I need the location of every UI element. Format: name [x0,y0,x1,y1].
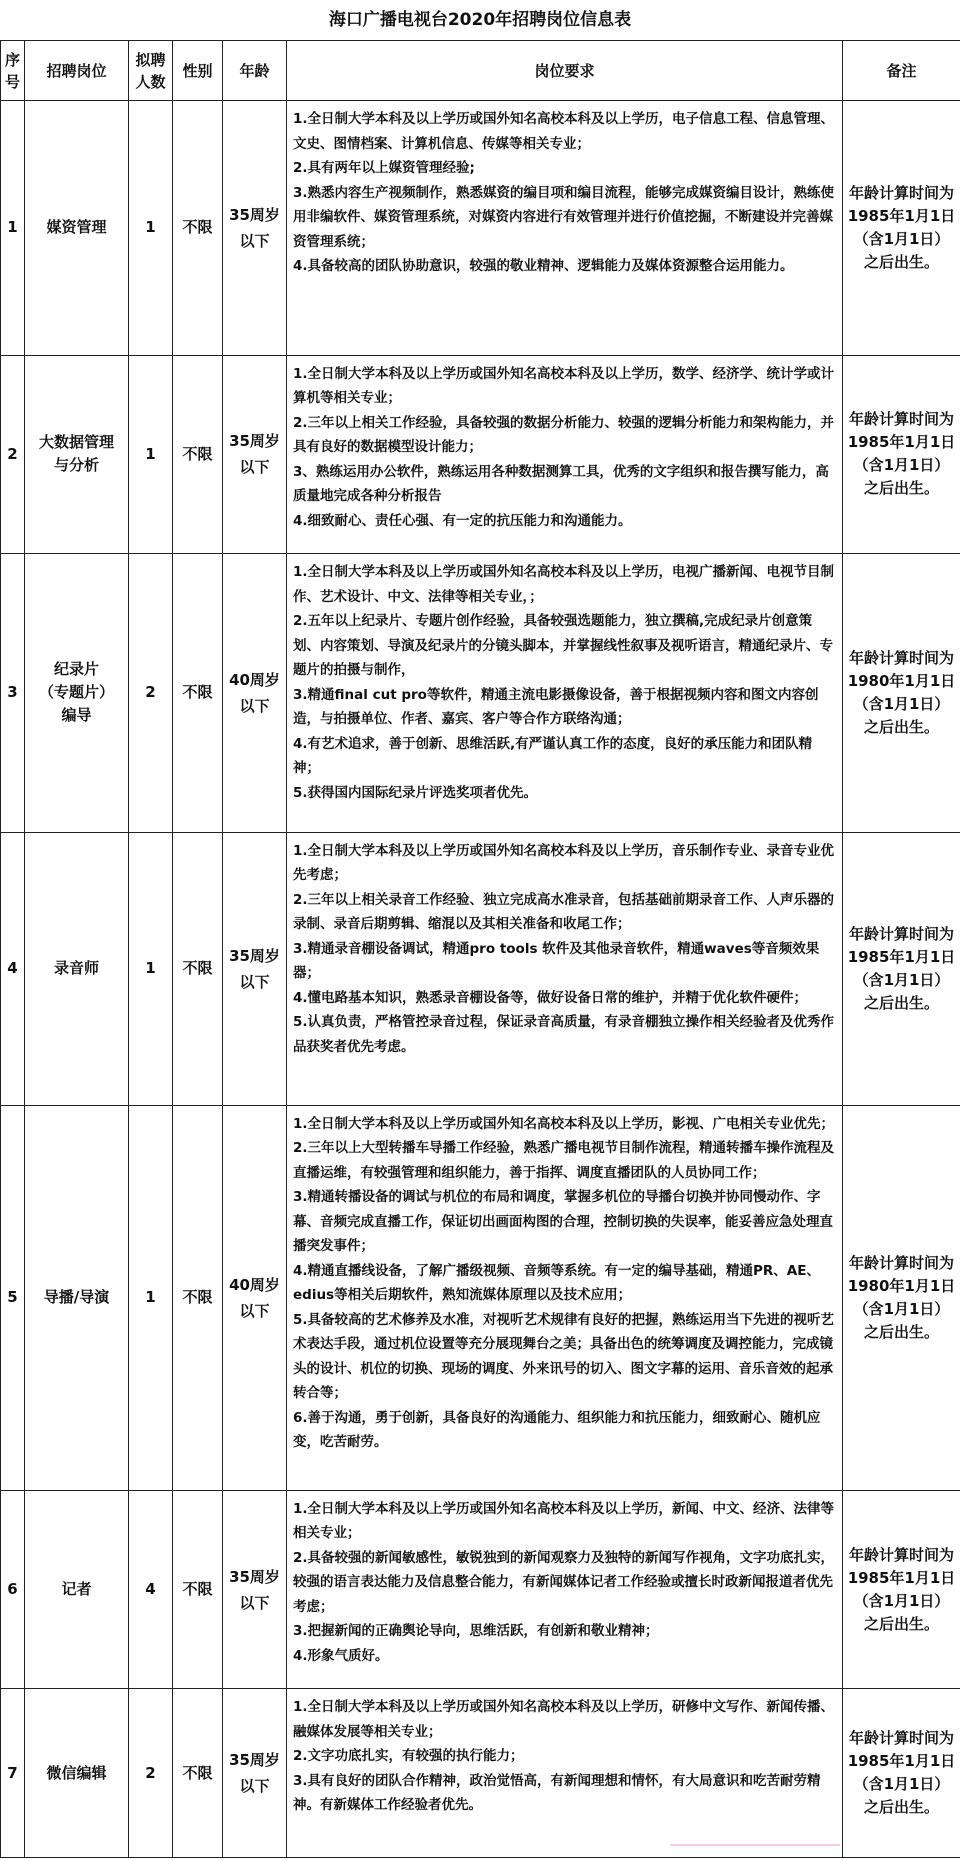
note-line: （含1月1日） [853,456,950,475]
row-gender: 不限 [173,355,223,554]
note-line: 之后出生。 [863,993,939,1012]
row-index: 3 [1,554,25,833]
requirement-item: 2.五年以上纪录片、专题片创作经验，具备较强选题能力，独立撰稿,完成纪录片创意策划、内容策划、导演及纪录片的分镜头脚本，并掌握线性叙事及视听语言，精通纪录片、专题片的拍摄与制作， [293,613,833,679]
requirement-item: 2.三年以上大型转播车导播工作经验，熟悉广播电视节目制作流程，精通转播车操作流程及直播运维，有较强管理和组织能力，善于指挥、调度直播团队的人员协同工作； [293,1140,835,1181]
row-position [25,554,129,833]
note-line: 年龄计算时间为 [848,1545,954,1564]
position-line: 媒资管理 [46,218,107,237]
age-line: 40周岁 [229,1275,280,1294]
requirement-item: 3.具有良好的团队合作精神，政治觉悟高，有新闻理想和情怀，有大局意识和吃苦耐劳精神。有新媒体工作经验者优先。 [293,1772,821,1814]
row-index: 6 [1,1490,25,1689]
note-line: （含1月1日） [853,229,950,248]
note-line: 年龄计算时间为 [848,924,954,943]
age-line: 35周岁 [229,1751,280,1770]
header-index: 序 号 [1,41,25,101]
requirement-item: 5.具备较高的艺术修养及水准，对视听艺术规律有良好的把握，熟练运用当下先进的视听艺术表达手段，通过机位设置等充分展现舞台之美；具备出色的统筹调度及调控能力，完成镜头的设计、机位的切换、现场的调度、外来讯号的切入、图文字幕的运用、音乐音效的起承转合等； [293,1311,835,1402]
age-line: 以下 [239,696,270,715]
requirement-item: 2.具备较强的新闻敏感性，敏锐独到的新闻观察力及独特的新闻写作视角，文字功底扎实，较强的语言表达能力及信息整合能力，有新闻媒体记者工作经验或擅长时政新闻报道者优先考虑； [293,1549,835,1615]
age-line: 35周岁 [229,946,280,965]
row-requirements [287,1490,843,1689]
requirement-item: 1.全日制大学本科及以上学历或国外知名高校本科及以上学历，影视、广电相关专业优先； [293,1115,835,1132]
row-note [843,355,960,554]
recruitment-table [0,40,960,1858]
position-line: （专题片） [38,683,114,702]
note-line: 年龄计算时间为 [848,1729,954,1748]
age-line: 以下 [239,458,270,477]
header-gender: 性别 [173,41,223,101]
row-age [223,1490,287,1689]
requirement-item: 3.精通转播设备的调试与机位的布局和调度，掌握多机位的导播台切换并协同慢动作、字幕、音频完成直播工作，保证切出画面构图的合理，控制切换的失误率，能妥善应急处理直播突发事件； [293,1189,833,1255]
requirement-item: 4.细致耐心、责任心强、有一定的抗压能力和沟通能力。 [293,512,632,529]
requirement-item: 4.具备较高的团队协助意识，较强的敬业精神、逻辑能力及媒体资源整合运用能力。 [293,258,794,274]
table-row [1,554,960,833]
requirement-item: 3.精通final cut pro等软件，精通主流电影摄像设备，善于根据视频内容和图文内容创造，与拍摄单位、作者、嘉宾、客户等合作方联络沟通； [293,686,819,728]
note-line: 1980年1月1日 [847,1276,956,1295]
row-note [843,1689,960,1858]
note-line: 之后出生。 [863,252,939,271]
row-count: 1 [129,101,173,356]
row-requirements [287,554,843,833]
row-requirements [287,1689,843,1858]
age-line: 40周岁 [229,670,280,689]
age-line: 以下 [239,231,270,250]
row-gender: 不限 [173,1689,223,1858]
requirement-item: 1.全日制大学本科及以上学历或国外知名高校本科及以上学历，电视广播新闻、电视节目制作、艺术设计、中文、法律等相关专业，； [293,564,835,605]
row-position [25,1490,129,1689]
position-line: 记者 [61,1580,92,1599]
table-row [1,1689,960,1858]
row-position [25,101,129,356]
note-line: 1980年1月1日 [847,671,956,690]
header-position: 招聘岗位 [25,41,129,101]
row-note [843,1490,960,1689]
requirement-item: 5.获得国内国际纪录片评选奖项者优先。 [293,784,538,801]
position-line: 录音师 [53,959,99,978]
row-index: 2 [1,355,25,554]
header-row [1,41,960,101]
age-line: 以下 [239,972,270,991]
row-position [25,1105,129,1490]
age-line: 以下 [239,1777,270,1796]
row-index: 7 [1,1689,25,1858]
row-requirements [287,355,843,554]
requirement-item: 2.文字功底扎实，有较强的执行能力； [293,1748,524,1765]
age-line: 35周岁 [229,1567,280,1586]
row-note [843,554,960,833]
requirement-item: 4.精通直播线设备，了解广播级视频、音频等系统。有一定的编导基础，精通PR、AE、edius等相关后期软件，熟知流媒体原理以及技术应用； [293,1262,820,1304]
row-index: 5 [1,1105,25,1490]
requirement-item: 4.懂电路基本知识，熟悉录音棚设备等，做好设备日常的维护，并精于优化软件硬件； [293,989,808,1006]
table-row [1,1105,960,1490]
age-line: 以下 [239,1593,270,1612]
requirement-item: 4.有艺术追求，善于创新、思维活跃,有严谨认真工作的态度，良好的承压能力和团队精神； [293,735,813,777]
age-line: 以下 [239,1301,270,1320]
row-count: 4 [129,1490,173,1689]
row-age [223,832,287,1105]
requirement-item: 1.全日制大学本科及以上学历或国外知名高校本科及以上学历，数学、经济学、统计学或计算机等相关专业； [293,365,835,407]
row-age [223,101,287,356]
note-line: 1985年1月1日 [847,1568,956,1587]
requirement-item: 1.全日制大学本科及以上学历或国外知名高校本科及以上学历，新闻、中文、经济、法律等相关专业； [293,1500,835,1542]
requirement-item: 1.全日制大学本科及以上学历或国外知名高校本科及以上学历，研修中文写作、新闻传播、融媒体发展等相关专业； [293,1699,835,1740]
row-age [223,355,287,554]
age-line: 35周岁 [229,432,280,451]
requirement-item: 2.三年以上相关工作经验，具备较强的数据分析能力、较强的逻辑分析能力和架构能力，并具有良好的数据模型设计能力； [293,414,835,456]
row-index: 4 [1,832,25,1105]
position-line: 微信编辑 [46,1763,107,1782]
note-line: （含1月1日） [853,694,950,713]
requirement-item: 3.熟悉内容生产视频制作，熟悉媒资的编目项和编目流程，能够完成媒资编目设计，熟练使用非编软件、媒资管理系统，对媒资内容进行有效管理并进行价值挖掘，不断建设并完善媒资管理系统； [293,184,835,250]
row-note [843,1105,960,1490]
row-requirements [287,101,843,356]
requirement-item: 3.把握新闻的正确舆论导向，思维活跃，有创新和敬业精神； [293,1623,659,1640]
row-count: 2 [129,554,173,833]
row-note [843,832,960,1105]
requirement-item: 2.具有两年以上媒资管理经验; [293,160,475,176]
table-row [1,832,960,1105]
row-gender: 不限 [173,554,223,833]
note-line: 1985年1月1日 [847,433,956,452]
note-line: 年龄计算时间为 [848,183,954,202]
row-count: 1 [129,832,173,1105]
page-title: 海口广播电视台2020年招聘岗位信息表 [328,10,632,30]
row-index: 1 [1,101,25,356]
position-line: 大数据管理 [38,433,114,452]
requirement-item: 1.全日制大学本科及以上学历或国外知名高校本科及以上学历，音乐制作专业、录音专业优先考虑； [293,842,835,884]
note-line: （含1月1日） [853,970,950,989]
row-age [223,554,287,833]
note-line: 年龄计算时间为 [848,648,954,667]
row-position [25,355,129,554]
note-line: （含1月1日） [853,1775,950,1794]
requirement-item: 2.三年以上相关录音工作经验、独立完成高水准录音，包括基础前期录音工作、人声乐器的录制、录音后期剪辑、缩混以及其相关准备和收尾工作； [293,891,835,933]
position-line: 与分析 [53,456,99,475]
note-line: 之后出生。 [863,479,939,498]
requirement-item: 5.认真负责，严格管控录音过程，保证录音高质量，有录音棚独立操作相关经验者及优秀作品获奖者优先考虑。 [293,1014,835,1055]
note-line: 之后出生。 [863,717,939,736]
note-line: 1985年1月1日 [847,947,956,966]
row-note [843,101,960,356]
row-count: 1 [129,1105,173,1490]
row-gender: 不限 [173,1490,223,1689]
row-count: 1 [129,355,173,554]
position-line: 纪录片 [53,660,99,679]
row-position [25,832,129,1105]
row-position [25,1689,129,1858]
position-line: 导播/导演 [43,1288,110,1307]
requirement-item: 1.全日制大学本科及以上学历或国外知名高校本科及以上学历，电子信息工程、信息管理、文史、图情档案、计算机信息、传媒等相关专业； [293,111,835,152]
row-requirements [287,832,843,1105]
requirement-item: 3、熟练运用办公软件，熟练运用各种数据测算工具，优秀的文字组织和报告撰写能力，高质量地完成各种分析报告 [293,463,829,505]
row-count: 2 [129,1689,173,1858]
table-body [1,101,960,1858]
table-row [1,1490,960,1689]
note-line: 1985年1月1日 [847,1752,956,1771]
requirement-item: 3.精通录音棚设备调试，精通pro tools 软件及其他录音软件，精通waves等音频效果器； [293,940,820,982]
row-requirements [287,1105,843,1490]
row-gender: 不限 [173,832,223,1105]
note-line: 之后出生。 [863,1614,939,1633]
row-age [223,1105,287,1490]
note-line: 之后出生。 [863,1798,939,1817]
position-line: 编导 [61,706,92,725]
row-gender: 不限 [173,1105,223,1490]
requirement-item: 4.形象气质好。 [293,1647,389,1664]
header-age: 年龄 [223,41,287,101]
row-gender: 不限 [173,101,223,356]
requirement-item: 6.善于沟通，勇于创新，具备良好的沟通能力、组织能力和抗压能力，细致耐心、随机应变，吃苦耐劳。 [293,1409,821,1451]
header-requirements: 岗位要求 [287,41,843,101]
note-line: 之后出生。 [863,1322,939,1341]
note-line: （含1月1日） [853,1591,950,1610]
table-row [1,101,960,356]
note-line: 年龄计算时间为 [848,410,954,429]
watermark-decoration [670,1844,840,1860]
header-note: 备注 [843,41,960,101]
age-line: 35周岁 [229,205,280,224]
row-age [223,1689,287,1858]
note-line: （含1月1日） [853,1299,950,1318]
table-row [1,355,960,554]
note-line: 年龄计算时间为 [848,1253,954,1272]
header-count: 拟聘 人数 [129,41,173,101]
note-line: 1985年1月1日 [847,206,956,225]
